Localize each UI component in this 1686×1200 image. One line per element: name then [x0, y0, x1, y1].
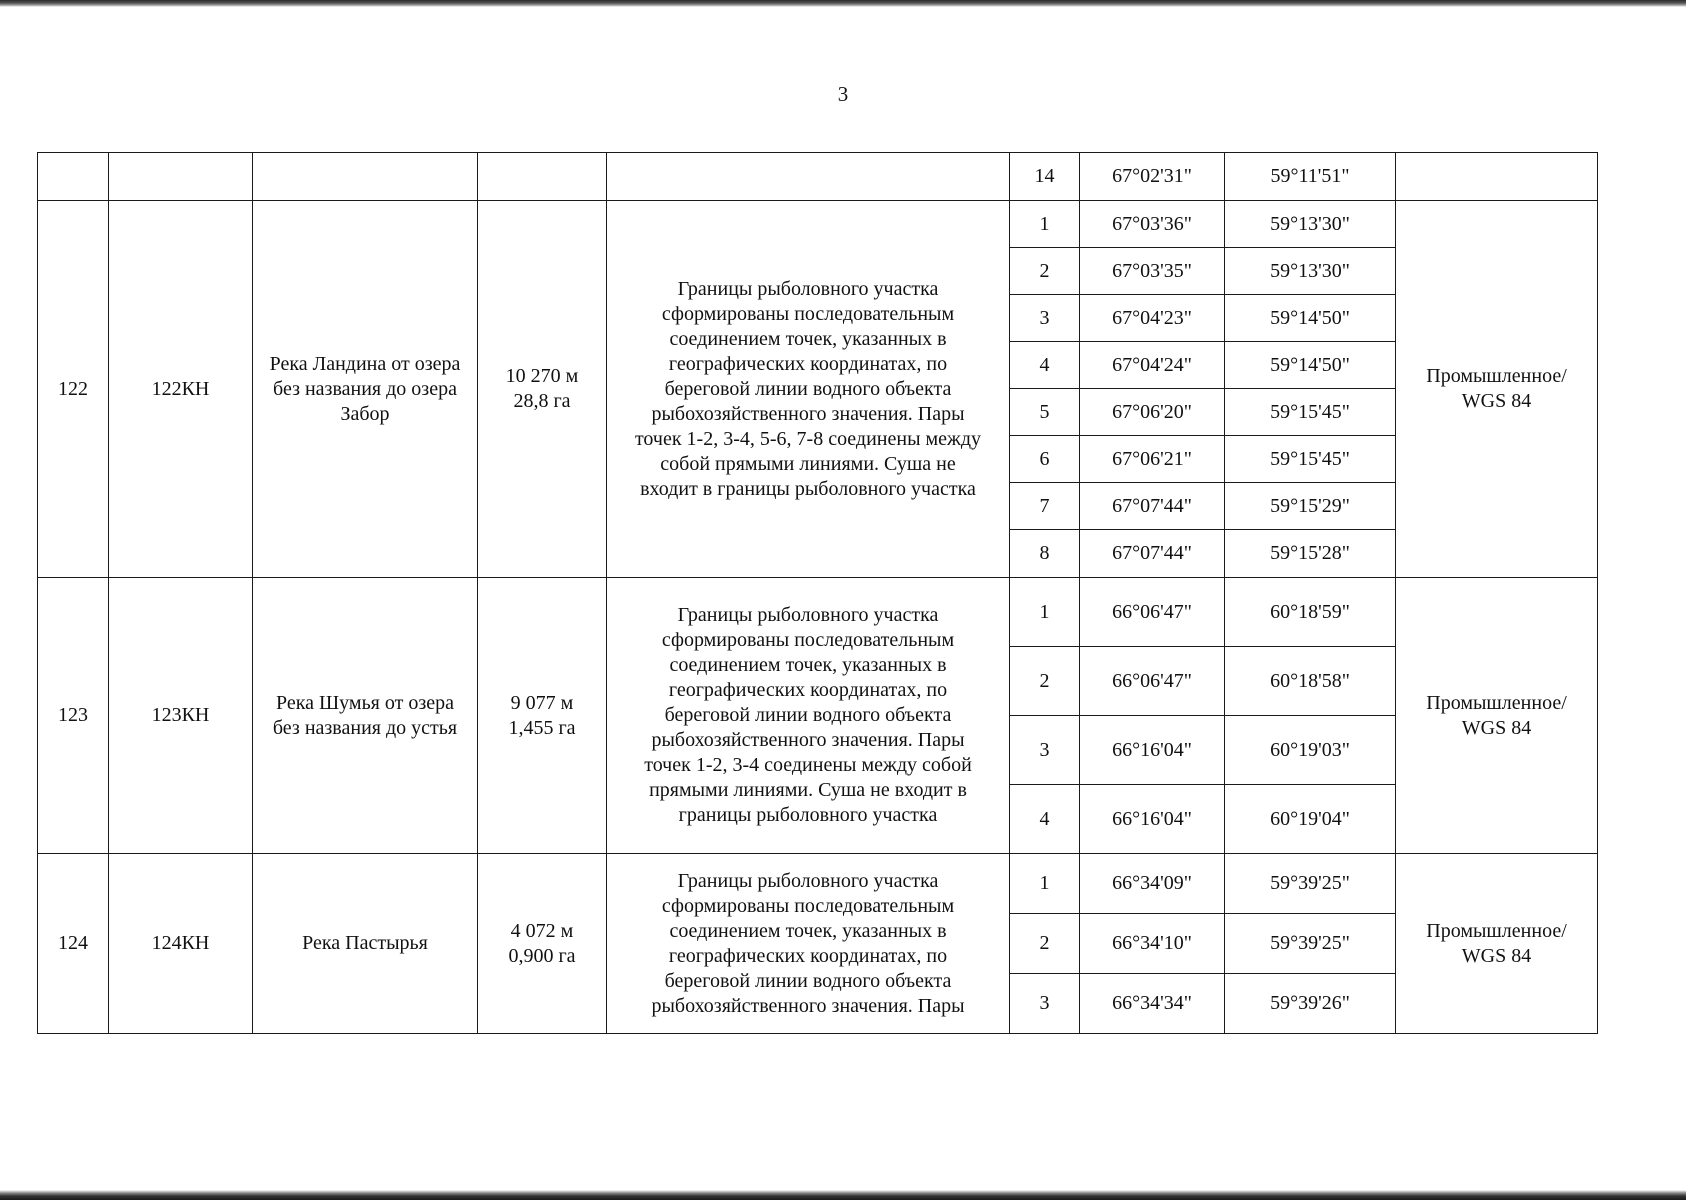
point-number: 1 — [1010, 201, 1080, 248]
point-number: 3 — [1010, 295, 1080, 342]
longitude: 60°19'03" — [1225, 716, 1396, 785]
latitude: 66°16'04" — [1080, 716, 1225, 785]
longitude: 59°15'29" — [1225, 483, 1396, 530]
longitude: 59°15'45" — [1225, 389, 1396, 436]
point-number: 1 — [1010, 854, 1080, 914]
longitude: 59°39'25" — [1225, 854, 1396, 914]
point-number: 7 — [1010, 483, 1080, 530]
latitude: 67°03'35" — [1080, 248, 1225, 295]
longitude: 60°18'58" — [1225, 647, 1396, 716]
cell-empty — [38, 153, 109, 201]
table-row — [38, 201, 1598, 248]
longitude: 59°14'50" — [1225, 342, 1396, 389]
latitude: 67°03'36" — [1080, 201, 1225, 248]
area-code: 123КН — [109, 578, 253, 854]
area-name: Река Ландина от озера без названия до озера Забор — [253, 201, 478, 578]
latitude: 67°06'20" — [1080, 389, 1225, 436]
latitude: 67°02'31" — [1080, 153, 1225, 201]
point-number: 14 — [1010, 153, 1080, 201]
latitude: 66°16'04" — [1080, 785, 1225, 854]
purpose-crs: Промышленное/ WGS 84 — [1396, 854, 1598, 1034]
longitude: 59°15'45" — [1225, 436, 1396, 483]
point-number: 2 — [1010, 248, 1080, 295]
area-size: 9 077 м 1,455 га — [478, 578, 607, 854]
area-size: 4 072 м 0,900 га — [478, 854, 607, 1034]
longitude: 59°39'25" — [1225, 914, 1396, 974]
point-number: 6 — [1010, 436, 1080, 483]
area-name: Река Пастырья — [253, 854, 478, 1034]
point-number: 2 — [1010, 914, 1080, 974]
boundary-description: Границы рыболовного участка сформированы последовательным соединением точек, указанных в географических координатах, по береговой линии водного объекта рыбохозяйственного значения. Пары точек 1-2, 3-4, 5-6, 7-8 соединены между собой прямыми линиями. Суша не входит в границы рыболовного участка — [607, 201, 1010, 578]
longitude: 59°13'30" — [1225, 201, 1396, 248]
table-row — [38, 854, 1598, 914]
boundary-description: Границы рыболовного участка сформированы последовательным соединением точек, указанных в географических координатах, по береговой линии водного объекта рыбохозяйственного значения. Пары — [607, 854, 1010, 1034]
cell-empty — [607, 153, 1010, 201]
longitude: 59°11'51" — [1225, 153, 1396, 201]
point-number: 8 — [1010, 530, 1080, 578]
cell-empty — [1396, 153, 1598, 201]
point-number: 2 — [1010, 647, 1080, 716]
scan-edge-top — [0, 0, 1686, 7]
point-number: 3 — [1010, 716, 1080, 785]
point-number: 4 — [1010, 342, 1080, 389]
longitude: 59°39'26" — [1225, 974, 1396, 1034]
boundary-description: Границы рыболовного участка сформированы последовательным соединением точек, указанных в географических координатах, по береговой линии водного объекта рыбохозяйственного значения. Пары точек 1-2, 3-4 соединены между собой прямыми линиями. Суша не входит в границы рыболовного участка — [607, 578, 1010, 854]
latitude: 67°06'21" — [1080, 436, 1225, 483]
point-number: 5 — [1010, 389, 1080, 436]
latitude: 66°34'34" — [1080, 974, 1225, 1034]
latitude: 66°34'09" — [1080, 854, 1225, 914]
point-number: 4 — [1010, 785, 1080, 854]
longitude: 59°13'30" — [1225, 248, 1396, 295]
row-number: 124 — [38, 854, 109, 1034]
table-row-continuation — [38, 153, 1598, 201]
row-number: 122 — [38, 201, 109, 578]
longitude: 59°14'50" — [1225, 295, 1396, 342]
point-number: 1 — [1010, 578, 1080, 647]
longitude: 59°15'28" — [1225, 530, 1396, 578]
area-name: Река Шумья от озера без названия до устья — [253, 578, 478, 854]
page-number: 3 — [837, 82, 849, 106]
scan-edge-bottom — [0, 1190, 1686, 1200]
latitude: 66°06'47" — [1080, 647, 1225, 716]
fishing-areas-table — [37, 152, 1598, 1034]
area-code: 124КН — [109, 854, 253, 1034]
latitude: 66°06'47" — [1080, 578, 1225, 647]
latitude: 67°04'24" — [1080, 342, 1225, 389]
row-number: 123 — [38, 578, 109, 854]
latitude: 66°34'10" — [1080, 914, 1225, 974]
longitude: 60°18'59" — [1225, 578, 1396, 647]
latitude: 67°07'44" — [1080, 530, 1225, 578]
area-code: 122КН — [109, 201, 253, 578]
purpose-crs: Промышленное/ WGS 84 — [1396, 578, 1598, 854]
area-size: 10 270 м 28,8 га — [478, 201, 607, 578]
point-number: 3 — [1010, 974, 1080, 1034]
cell-empty — [109, 153, 253, 201]
purpose-crs: Промышленное/ WGS 84 — [1396, 201, 1598, 578]
longitude: 60°19'04" — [1225, 785, 1396, 854]
cell-empty — [253, 153, 478, 201]
latitude: 67°07'44" — [1080, 483, 1225, 530]
table-row — [38, 578, 1598, 647]
cell-empty — [478, 153, 607, 201]
latitude: 67°04'23" — [1080, 295, 1225, 342]
